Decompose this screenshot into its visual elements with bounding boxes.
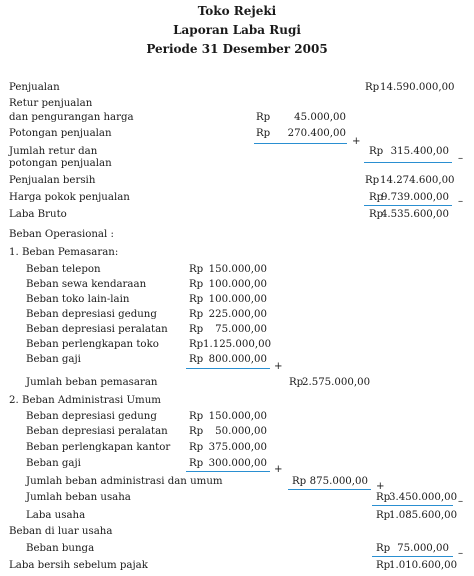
currency-symbol: Rp — [369, 146, 384, 157]
beban-gaji-label: Beban gaji — [26, 458, 81, 469]
plus-sign: + — [352, 136, 361, 147]
minus-sign: – — [458, 153, 464, 164]
laba-bersih-label: Laba bersih sebelum pajak — [9, 560, 148, 571]
hpp-label: Harga pokok penjualan — [9, 192, 130, 203]
beban-depresiasi-peralatan-amount: 50.000,00 — [215, 426, 267, 437]
jumlah-beban-usaha-label: Jumlah beban usaha — [26, 492, 131, 503]
currency-symbol: Rp — [289, 377, 304, 388]
penjualan-amount: 14.590.000,00 — [380, 82, 455, 93]
currency-symbol: Rp — [365, 175, 380, 186]
jumlah-administrasi-amount: 875.000,00 — [309, 476, 368, 487]
currency-symbol: Rp — [189, 442, 204, 453]
currency-symbol: Rp — [189, 354, 204, 365]
plus-sign: + — [274, 361, 283, 372]
potongan-label: Potongan penjualan — [9, 128, 112, 139]
beban-gaji-label: Beban gaji — [26, 354, 81, 365]
currency-symbol: Rp — [256, 128, 271, 139]
beban-perlengkapan-toko-amount: 1.125.000,00 — [203, 339, 272, 350]
laba-bersih-amount: 1.010.600,00 — [389, 560, 458, 571]
beban-toko-lain-amount: 100.000,00 — [208, 294, 267, 305]
beban-perlengkapan-kantor-label: Beban perlengkapan kantor — [26, 442, 171, 453]
beban-perlengkapan-kantor-amount: 375.000,00 — [208, 442, 267, 453]
beban-telepon-amount: 150.000,00 — [208, 264, 267, 275]
currency-symbol: Rp — [189, 264, 204, 275]
subtotal-rule — [288, 489, 371, 490]
beban-depresiasi-peralatan-label: Beban depresiasi peralatan — [26, 324, 168, 335]
beban-administrasi-heading: 2. Beban Administrasi Umum — [9, 395, 161, 406]
beban-pemasaran-heading: 1. Beban Pemasaran: — [9, 247, 119, 258]
hpp-amount: 9.739.000,00 — [380, 192, 449, 203]
jumlah-beban-usaha-amount: 3.450.000,00 — [389, 492, 458, 503]
currency-symbol: Rp — [256, 112, 271, 123]
currency-symbol: Rp — [189, 339, 204, 350]
currency-symbol: Rp — [376, 492, 391, 503]
plus-sign: + — [274, 464, 283, 475]
currency-symbol: Rp — [189, 411, 204, 422]
jumlah-pemasaran-amount: 2.575.000,00 — [302, 377, 371, 388]
currency-symbol: Rp — [189, 458, 204, 469]
currency-symbol: Rp — [292, 476, 307, 487]
retur-label-line1: Retur penjualan — [9, 98, 93, 109]
beban-depresiasi-gedung-amount: 150.000,00 — [208, 411, 267, 422]
beban-diluar-usaha-heading: Beban di luar usaha — [9, 526, 113, 537]
currency-symbol: Rp — [365, 82, 380, 93]
currency-symbol: Rp — [369, 192, 384, 203]
currency-symbol: Rp — [189, 309, 204, 320]
beban-perlengkapan-toko-label: Beban perlengkapan toko — [26, 339, 159, 350]
jumlah-pemasaran-label: Jumlah beban pemasaran — [26, 377, 158, 388]
minus-sign: – — [458, 196, 464, 207]
jumlah-retur-amount: 315.400,00 — [390, 146, 449, 157]
beban-gaji-amount: 300.000,00 — [208, 458, 267, 469]
retur-amount: 45.000,00 — [294, 112, 346, 123]
beban-depresiasi-peralatan-label: Beban depresiasi peralatan — [26, 426, 168, 437]
jumlah-retur-label-line1: Jumlah retur dan — [9, 146, 98, 157]
subtotal-rule — [364, 205, 452, 206]
beban-bunga-amount: 75.000,00 — [397, 543, 449, 554]
beban-gaji-amount: 800.000,00 — [208, 354, 267, 365]
report-period: Periode 31 Desember 2005 — [146, 42, 328, 56]
currency-symbol: Rp — [189, 279, 204, 290]
currency-symbol: Rp — [376, 543, 391, 554]
currency-symbol: Rp — [189, 426, 204, 437]
beban-telepon-label: Beban telepon — [26, 264, 101, 275]
jumlah-retur-label-line2: potongan penjualan — [9, 158, 112, 169]
subtotal-rule — [372, 505, 453, 506]
currency-symbol: Rp — [376, 560, 391, 571]
subtotal-rule — [186, 368, 270, 369]
penjualan-label: Penjualan — [9, 82, 60, 93]
currency-symbol: Rp — [369, 209, 384, 220]
beban-operasional-heading: Beban Operasional : — [9, 229, 114, 240]
jumlah-administrasi-label: Jumlah beban administrasi dan umum — [26, 476, 223, 487]
currency-symbol: Rp — [376, 510, 391, 521]
laba-usaha-label: Laba usaha — [26, 510, 86, 521]
beban-depresiasi-gedung-amount: 225.000,00 — [208, 309, 267, 320]
subtotal-rule — [372, 556, 453, 557]
beban-sewa-label: Beban sewa kendaraan — [26, 279, 147, 290]
potongan-amount: 270.400,00 — [287, 128, 346, 139]
subtotal-rule — [186, 471, 270, 472]
laba-usaha-amount: 1.085.600,00 — [389, 510, 458, 521]
currency-symbol: Rp — [189, 294, 204, 305]
beban-bunga-label: Beban bunga — [26, 543, 95, 554]
beban-toko-lain-label: Beban toko lain-lain — [26, 294, 130, 305]
currency-symbol: Rp — [189, 324, 204, 335]
plus-sign: + — [376, 481, 385, 492]
beban-sewa-amount: 100.000,00 — [208, 279, 267, 290]
retur-label-line2: dan pengurangan harga — [9, 112, 134, 123]
minus-sign: – — [458, 548, 464, 559]
beban-depresiasi-gedung-label: Beban depresiasi gedung — [26, 309, 157, 320]
minus-sign: – — [458, 496, 464, 507]
penjualan-bersih-amount: 14.274.600,00 — [380, 175, 455, 186]
beban-depresiasi-gedung-label: Beban depresiasi gedung — [26, 411, 157, 422]
laba-bruto-label: Laba Bruto — [9, 209, 67, 220]
laba-bruto-amount: 4.535.600,00 — [380, 209, 449, 220]
subtotal-rule — [254, 143, 347, 144]
beban-depresiasi-peralatan-amount: 75.000,00 — [215, 324, 267, 335]
penjualan-bersih-label: Penjualan bersih — [9, 175, 96, 186]
company-name: Toko Rejeki — [197, 4, 277, 18]
subtotal-rule — [364, 162, 452, 163]
report-title: Laporan Laba Rugi — [173, 23, 301, 37]
